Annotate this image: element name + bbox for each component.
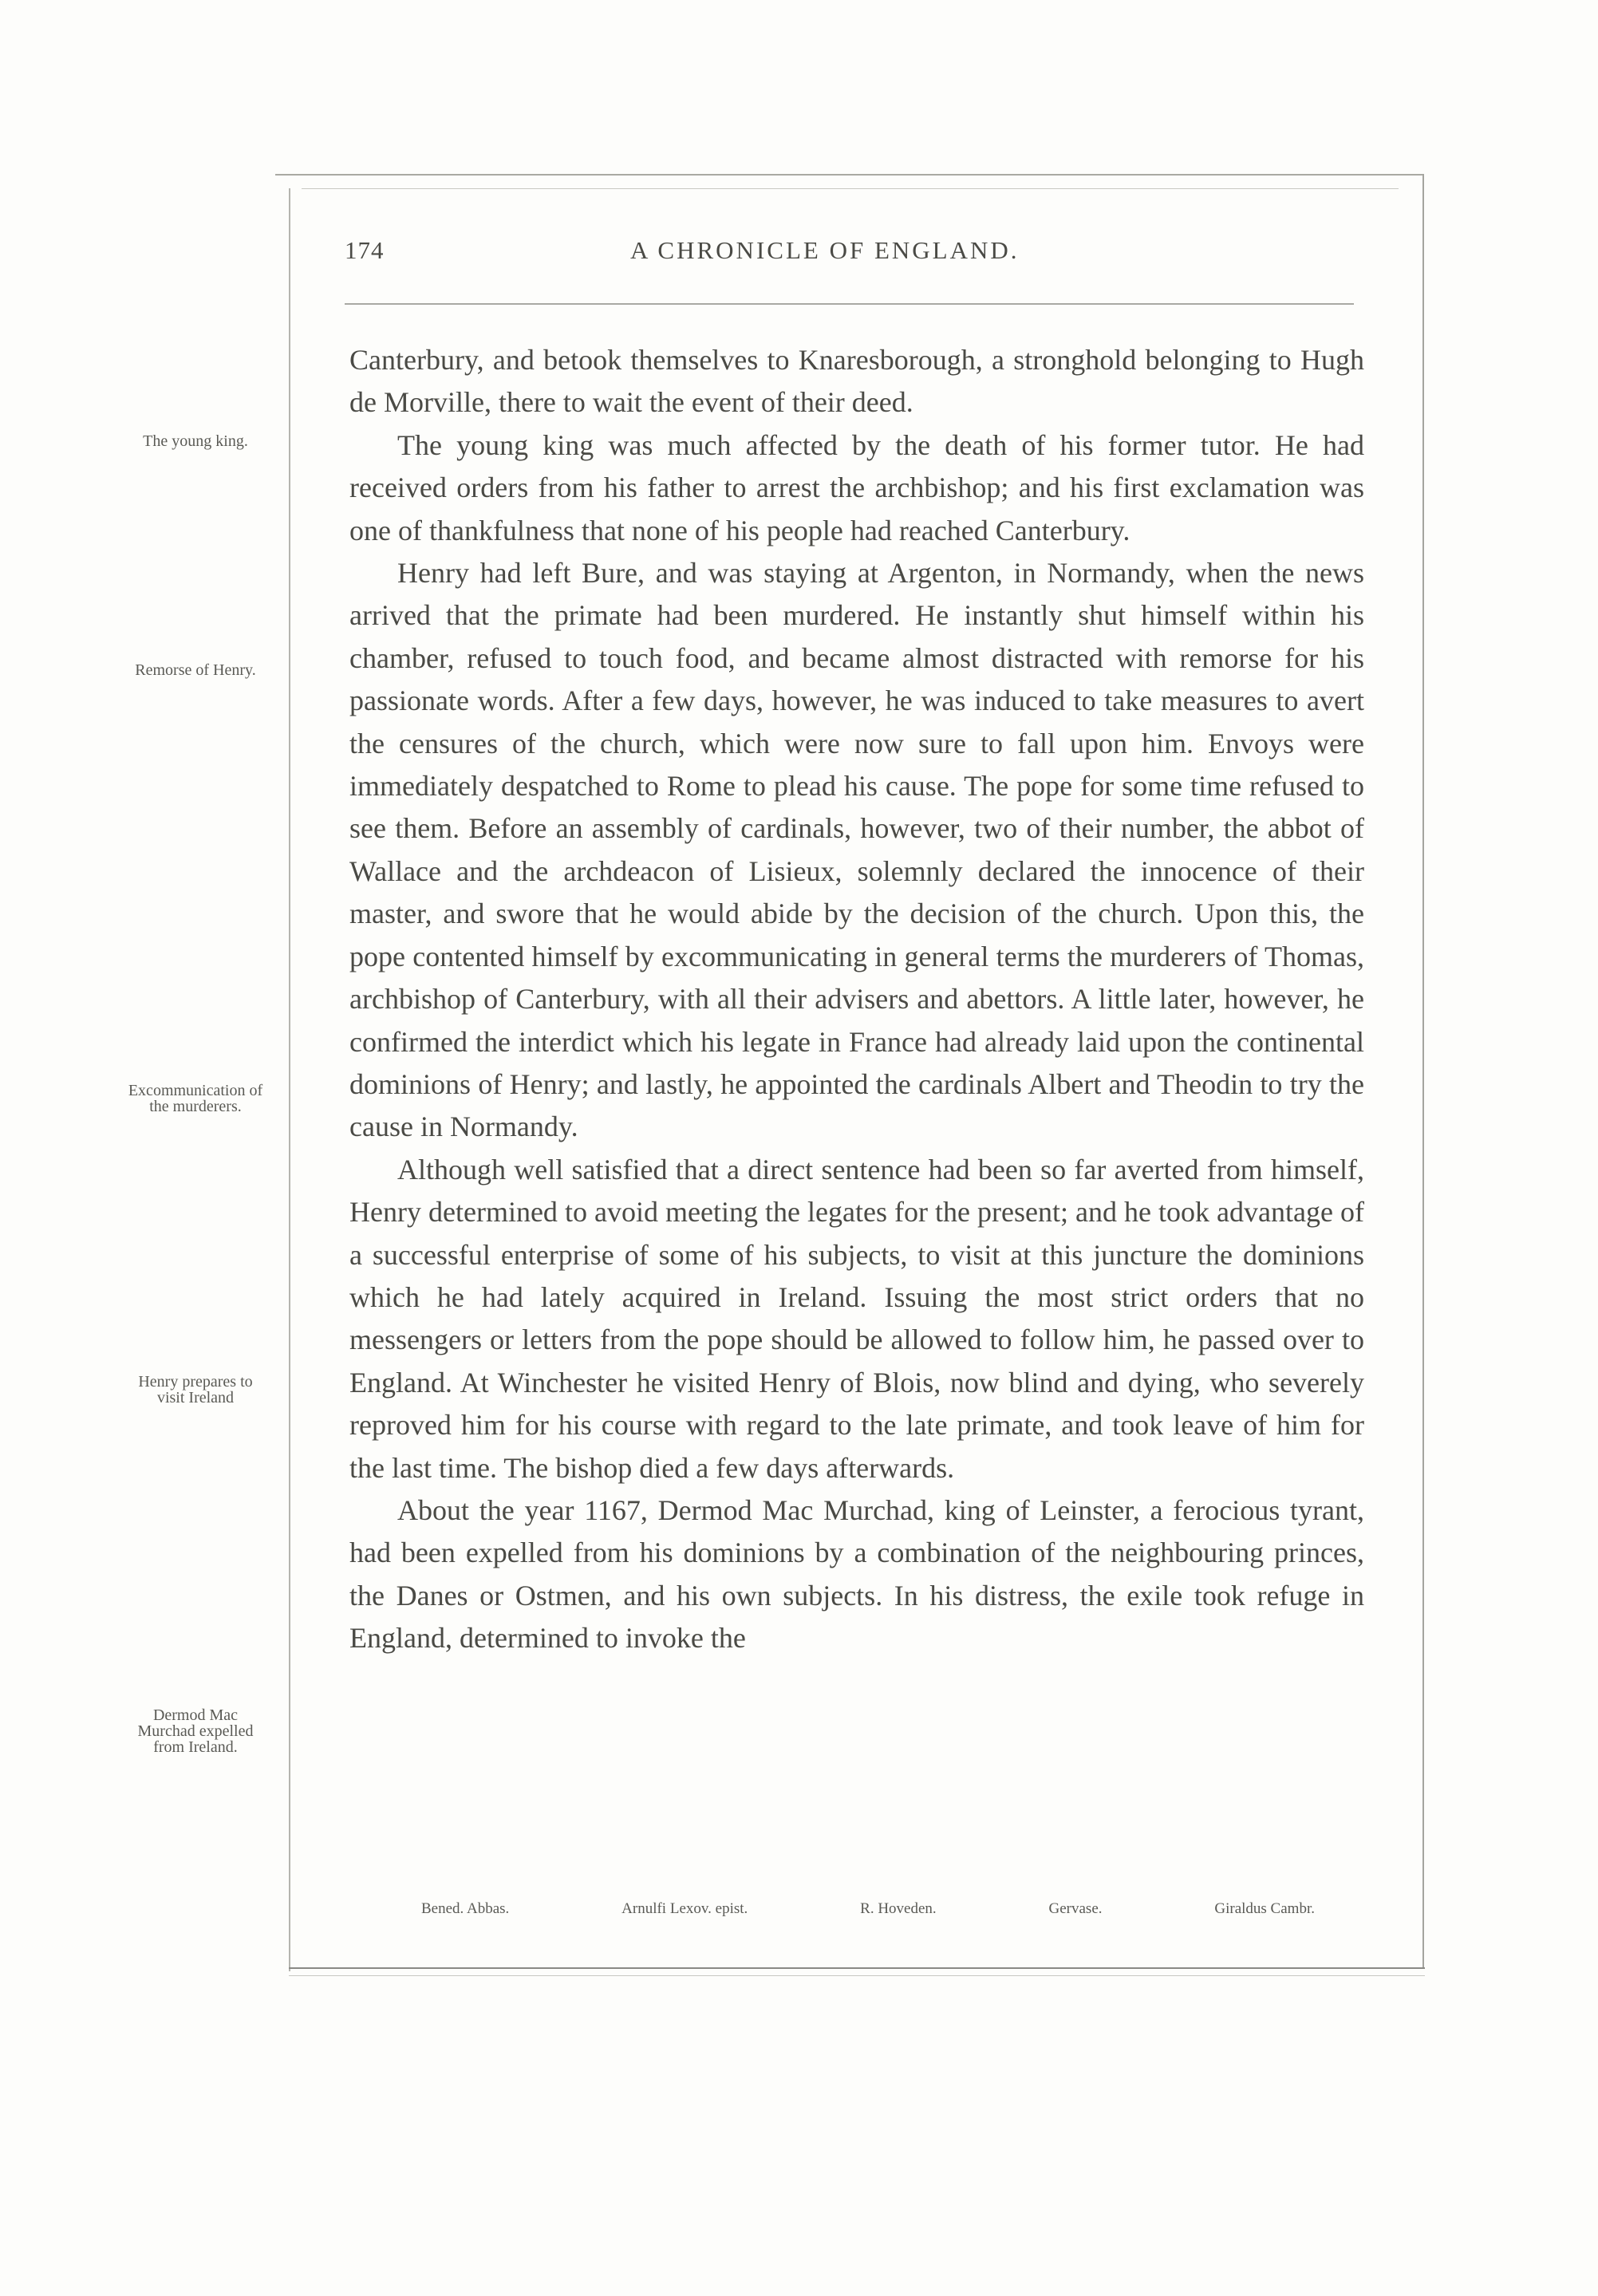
paragraph: Although well satisfied that a direct sentence had been so far averted from himself, Henry determined to avoid meeting the legates for the present; and he took advantage of a successful enterprise of some of his subjects, to visit at this juncture the dominions which he had lately acquired in Ireland. Issuing the most strict orders that no messengers or letters from the pope should be allowed to follow him, he passed over to England. At Winchester he visited Henry of Blois, now blind and dying, who severely reproved him for his course with regard to the late primate, and took leave of him for the last time. The bishop died a few days afterwards. — [349, 1153, 1364, 1484]
citation: Gervase. — [1048, 1900, 1103, 1917]
header-rule — [345, 303, 1354, 305]
running-head: A CHRONICLE OF ENGLAND. — [630, 236, 1020, 264]
page-frame-inner-top-rule — [302, 188, 1399, 189]
marginal-note-excommunication: Excommunication of the murderers. — [128, 1082, 263, 1115]
paragraph: The young king was much affected by the death of his former tutor. He had received orders from his father to arrest the archbishop; and his first exclamation was one of thankfulness that none of his people had reached Canterbury. — [349, 428, 1364, 546]
marginal-note-dermod: Dermod Mac Murchad expelled from Ireland. — [137, 1706, 254, 1756]
paragraph: Canterbury, and betook themselves to Knaresborough, a stronghold belonging to Hugh de Morville, there to wait the event of their deed. — [349, 344, 1364, 419]
page-frame-top-rule — [275, 174, 1424, 176]
paragraph: About the year 1167, Dermod Mac Murchad, king of Leinster, a ferocious tyrant, had been expelled from his dominions by a combination of the neighbouring princes, the Danes or Ostmen, and his own subjects. In his distress, the exile took refuge in England, determined to invoke the — [349, 1493, 1364, 1655]
marginal-note-henry-ireland: Henry prepares to visit Ireland — [138, 1373, 253, 1406]
page-frame-bottom-rule — [289, 1967, 1425, 1969]
marginal-note-remorse: Remorse of Henry. — [135, 661, 256, 679]
marginal-note-young-king: The young king. — [143, 432, 248, 450]
citation: Arnulfi Lexov. epist. — [621, 1900, 748, 1917]
page-number: 174 — [345, 236, 385, 264]
page-frame-bottom-inner-rule — [289, 1975, 1425, 1976]
paragraph: Henry had left Bure, and was staying at Argenton, in Normandy, when the news arrived that the primate had been murdered. He instantly shut himself within his chamber, refused to touch food, and became almost distracted with remorse for his passionate words. After a few days, however, he was induced to take measures to avert the censures of the church, which were now sure to fall upon him. Envoys were immediately despatched to Rome to plead his cause. The pope for some time refused to see them. Before an assembly of cardinals, however, two of their number, the abbot of Wallace and the archdeacon of Lisieux, solemnly declared the innocence of their master, and swore that he would abide by the decision of the church. Upon this, the pope contented himself by excommunicating in general terms the murderers of Thomas, archbishop of Canterbury, with all their advisers and abettors. A little later, however, he confirmed the interdict which his legate in France had already laid upon the continental dominions of Henry; and lastly, he appointed the cardinals Albert and Theodin to try the cause in Normandy. — [349, 557, 1364, 1143]
body-text — [349, 339, 1364, 1660]
source-citations — [421, 1900, 1315, 1918]
citation: R. Hoveden. — [860, 1900, 937, 1917]
citation: Bened. Abbas. — [421, 1900, 510, 1917]
citation: Giraldus Cambr. — [1214, 1900, 1315, 1917]
page-frame-right-rule — [1422, 174, 1424, 1969]
page-frame-left-rule — [289, 188, 290, 1971]
